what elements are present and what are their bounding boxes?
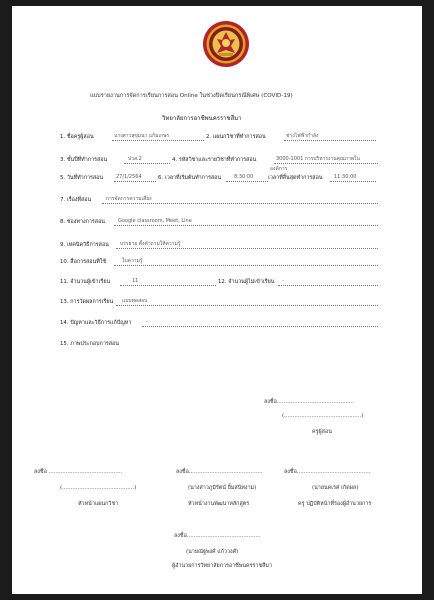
assessment-label: 13. การวัดผลการเรียน <box>60 299 114 305</box>
attendees-value: 11 <box>132 278 139 284</box>
absentees-label: 12. จำนวนผู้ไม่เข้าเรียน <box>218 279 275 285</box>
report-title: แบบรายงานการจัดการเรียนการสอน Online ในช่วงปิดเรียนกรณีพิเศษ (COVID-19) <box>90 93 293 99</box>
attendees-label: 11. จำนวนผู้เข้าเรียน <box>60 279 111 285</box>
media-label: 10. สื่อการสอนที่ใช้ <box>60 259 107 265</box>
subject-value-cont: องค์การ <box>270 166 288 172</box>
teach-date-line <box>114 181 156 182</box>
class-year-label: 3. ชั้นปีที่ทำการสอน <box>60 157 108 163</box>
class-year-value: ปวส.2 <box>128 156 142 162</box>
head-of-department-signature-line: ลงชื่อ ........................................... <box>34 469 123 475</box>
director-signature-line: ลงชื่อ........................................... <box>174 533 261 539</box>
teach-date-label: 5. วันที่ทำการสอน <box>60 175 104 181</box>
class-year-line <box>124 163 170 164</box>
assessment-line <box>116 305 378 306</box>
start-time-line <box>226 181 268 182</box>
head-of-department-name-parenthesis: (..........................................) <box>60 485 137 491</box>
assessment-value: แบบทดสอบ <box>122 298 148 304</box>
subject-value: 3000-1001 การบริหารงานคุณภาพใน <box>276 156 360 162</box>
technique-label: 9. เทคนิควิธีการสอน <box>60 242 109 248</box>
media-line <box>114 265 378 266</box>
topic-value: การจัดการความเสี่ยง <box>106 196 152 202</box>
teacher-signature-line: ลงชื่อ............................................. <box>264 399 354 405</box>
department-line <box>284 140 376 141</box>
teacher-name-parenthesis: (.............................................) <box>282 413 364 419</box>
end-time-label: เวลาที่สิ้นสุดทำการสอน <box>268 175 323 181</box>
teach-date-value: 27/1/2564 <box>116 174 142 180</box>
problems-label: 14. ปัญหาและวิธีการแก้ปัญหา <box>60 320 132 326</box>
absentees-line <box>278 285 378 286</box>
photos-label: 15. ภาพประกอบการสอน <box>60 341 119 347</box>
teacher-name-line <box>112 140 204 141</box>
deputy-director-name: (นายนคเรศ เกิดผล) <box>312 485 359 491</box>
topic-line <box>102 203 378 204</box>
end-time-value: 11:30:00 <box>334 174 357 180</box>
problems-line <box>142 326 378 327</box>
department-label: 2. แผนกวิชาที่ทำการสอน <box>206 134 266 140</box>
attendees-line <box>120 285 216 286</box>
media-value: ใบความรู้ <box>122 258 143 264</box>
start-time-value: 8:30:00 <box>234 174 254 180</box>
teacher-name-label: 1. ชื่อครูผู้สอน <box>60 134 94 140</box>
curriculum-head-role: หัวหน้างานพัฒนาหลักสูตร <box>188 501 250 507</box>
topic-label: 7. เรื่องที่สอน <box>60 197 92 203</box>
deputy-director-signature-line: ลงชื่อ........................................... <box>284 469 371 475</box>
channel-line <box>114 225 378 226</box>
department-value: ช่างไฟฟ้ากำลัง <box>286 133 319 139</box>
absentees-value: - <box>282 278 284 284</box>
head-of-department-role: หัวหน้าแผนกวิชา <box>78 501 119 507</box>
college-name: วิทยาลัยการอาชีพนครราชสีมา <box>162 115 242 122</box>
end-time-line <box>330 181 376 182</box>
problems-value: - <box>146 319 148 325</box>
college-emblem-icon <box>202 20 250 68</box>
deputy-director-role: ครู ปฏิบัติหน้าที่รองผู้อำนวยการ <box>298 501 372 507</box>
technique-line <box>116 248 378 249</box>
director-role: ผู้อำนวยการวิทยาลัยการอาชีพนครราชสีมา <box>172 563 273 569</box>
teacher-role: ครูผู้สอน <box>312 429 332 435</box>
channel-value: Google classroom, Meet, Line <box>118 218 192 224</box>
director-name: (นายณัฐพงศ์ แก้ววงศ์) <box>186 549 239 555</box>
start-time-label: 6. เวลาที่เริ่มต้นทำการสอน <box>158 175 222 181</box>
channel-label: 8. ช่องทางการสอน <box>60 219 105 225</box>
curriculum-head-name: (นางสาวภูมิรัตน์ ยิ้มสนิทงาม) <box>188 485 257 491</box>
subject-label: 4. รหัสวิชาและรายวิชาที่ทำการสอน <box>172 157 257 163</box>
subject-line <box>274 163 378 164</box>
curriculum-head-signature-line: ลงชื่อ........................................... <box>176 469 263 475</box>
technique-value: บรรยาย ตั้งคำถามให้ความรู้ <box>120 241 181 247</box>
teacher-name-value: นางสาวสุขุมนา แก้มเกษร <box>114 133 170 139</box>
document-page <box>12 6 422 594</box>
